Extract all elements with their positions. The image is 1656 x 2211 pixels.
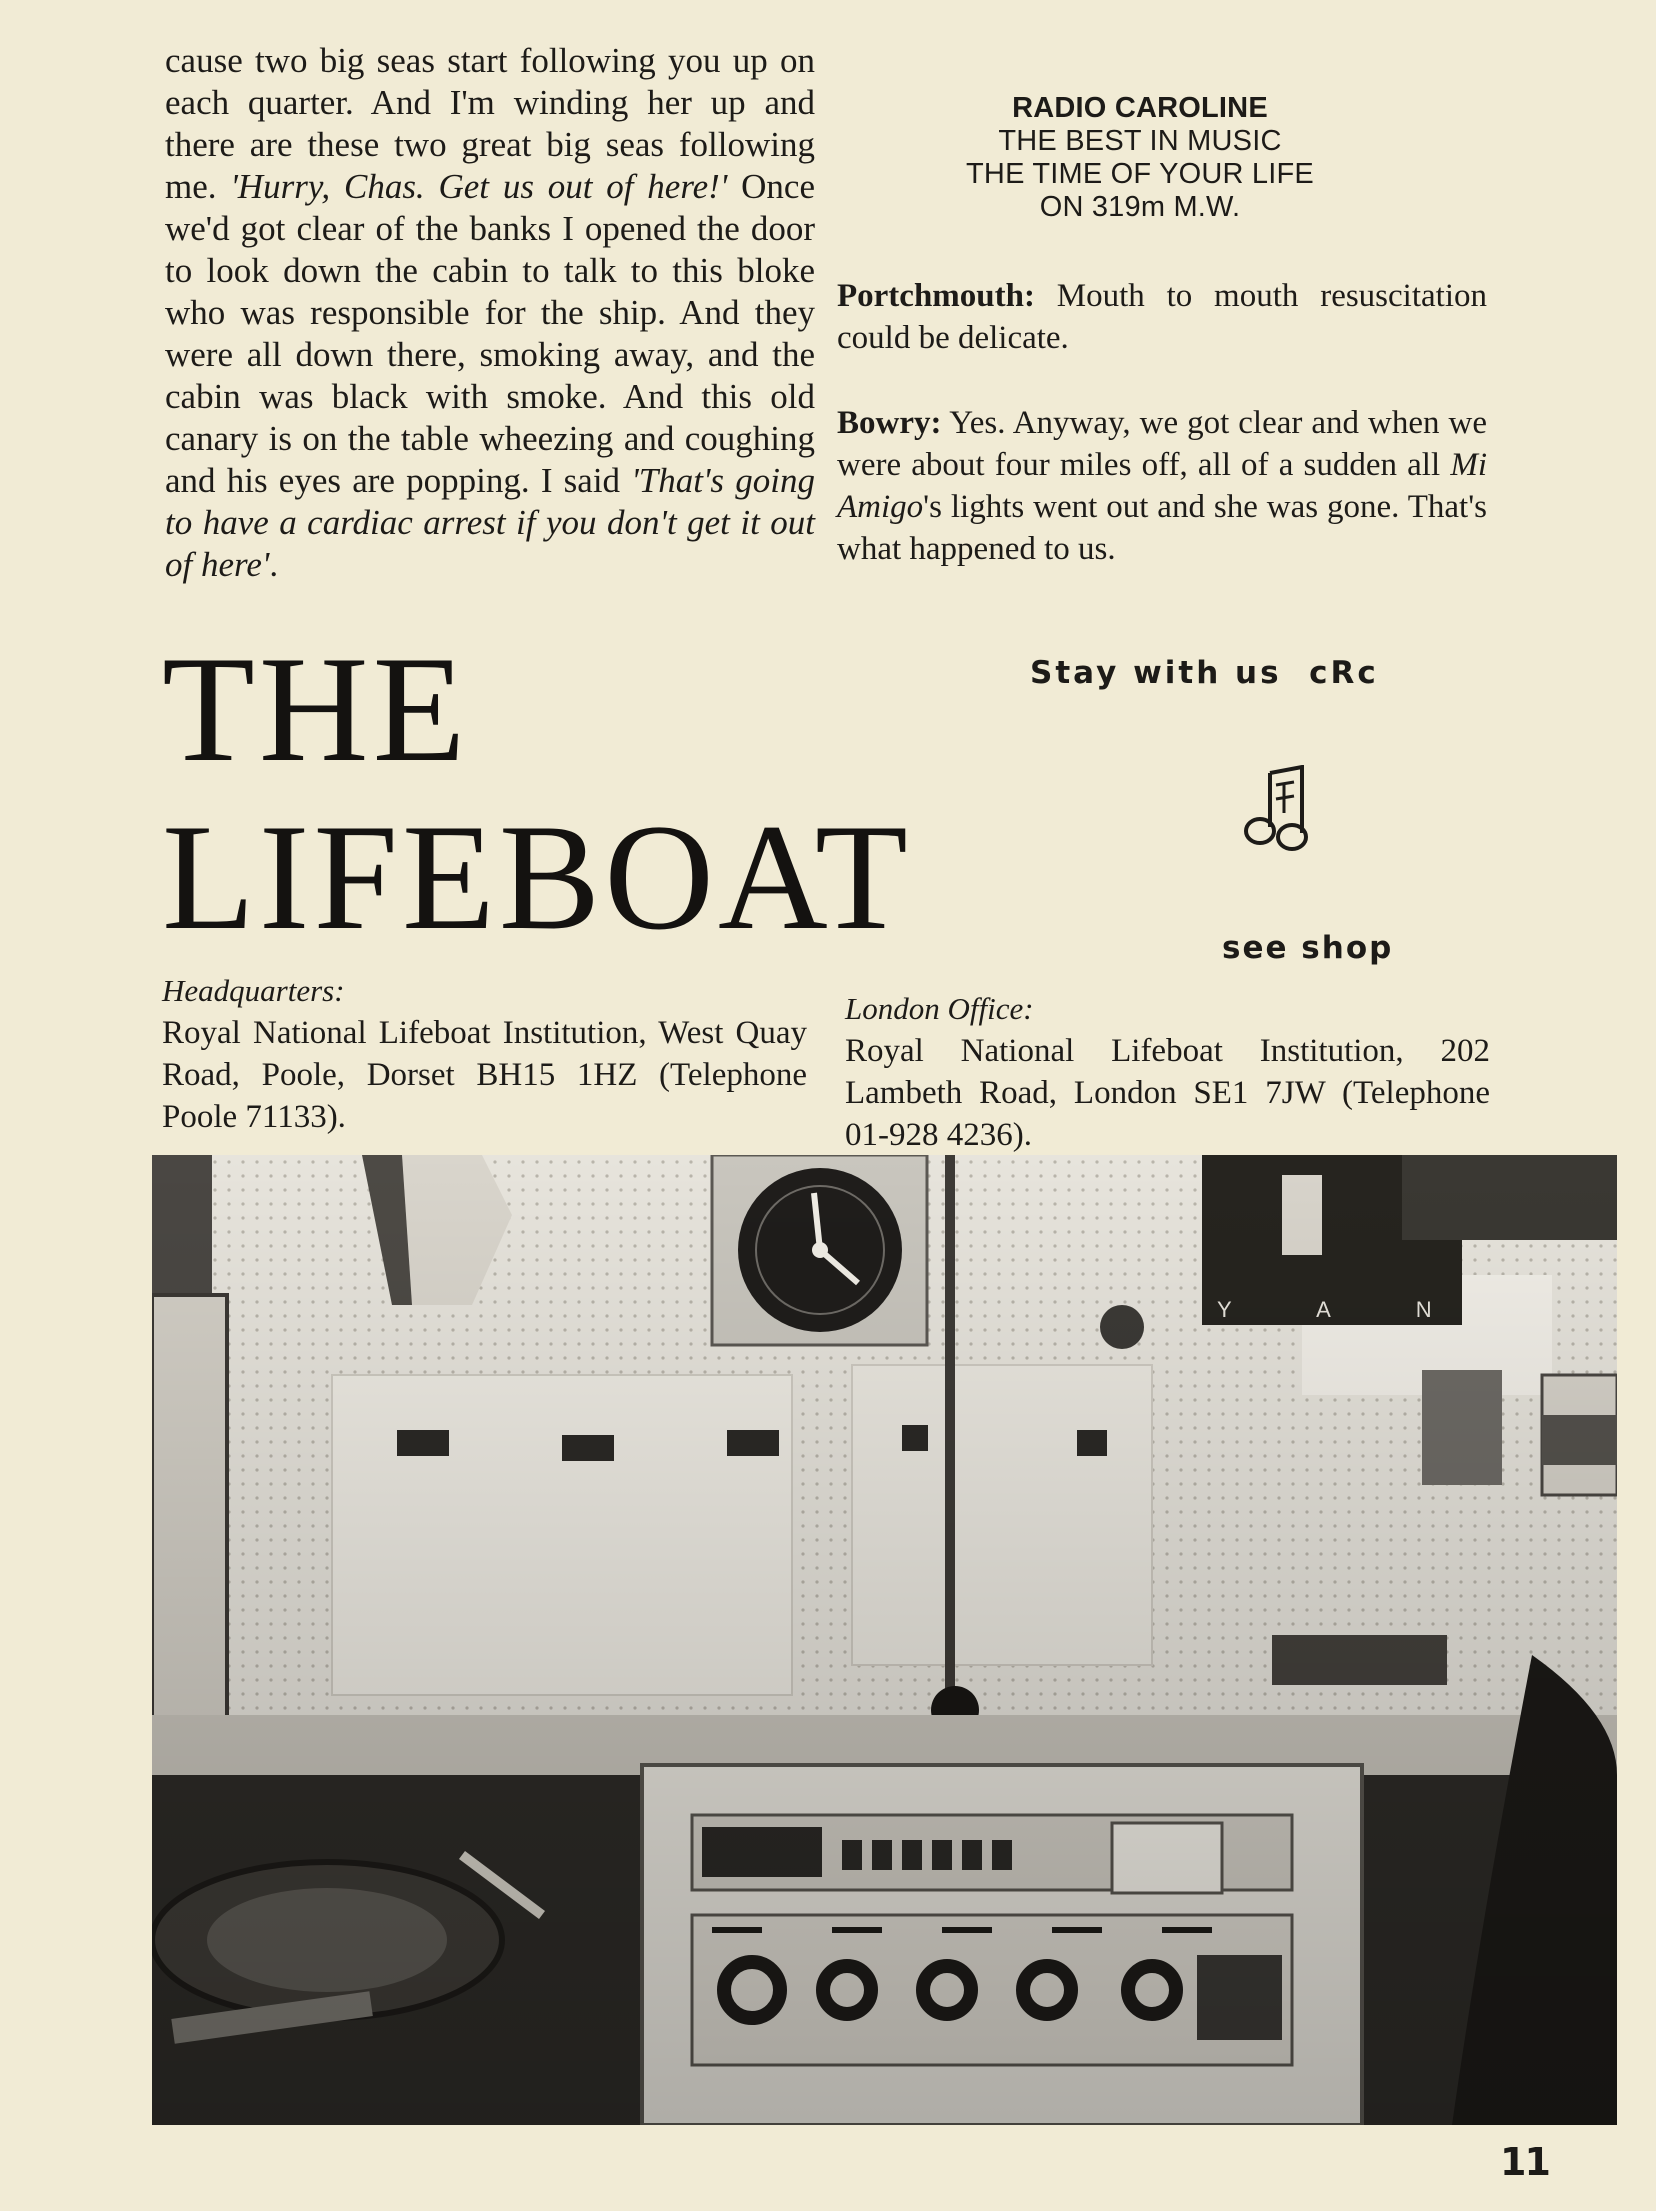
address-label: Headquarters:	[162, 973, 345, 1008]
interview-paragraph: cause two big seas start following you up on each quarter. And I'm winding her up and there are these two great big seas following me. 'Hurry, Chas. Get us out of here!' Once we'd got clear of the banks I opened the door to look down the cabin to talk to this bloke who was responsible for the ship. And they were all down there, smoking away, and the cabin was black with smoke. And this old canary is on the table wheezing and coughing and his eyes are popping. I said 'That's going to have a cardiac arrest if you don't get it out of here'.	[165, 41, 815, 584]
title-line-2: LIFEBOAT	[162, 793, 912, 961]
promo-station-name: RADIO CAROLINE	[1012, 92, 1268, 124]
promo-frequency: ON 319m M.W.	[1039, 191, 1241, 223]
headquarters-address	[162, 970, 807, 1138]
radio-caroline-promo	[920, 92, 1360, 224]
interview-text-column	[165, 40, 815, 586]
title-line-1: THE	[162, 625, 470, 793]
speaker-name: Bowry:	[837, 405, 942, 441]
address-label: London Office:	[845, 991, 1034, 1026]
dialogue-portchmouth	[837, 275, 1487, 359]
address-text: Royal National Lifeboat Institution, 202 Lambeth Road, London SE1 7JW (Telephone 01-928 4236).	[845, 1033, 1490, 1153]
dialogue-bowry: Bowry: Yes. Anyway, we got clear and when we were about four miles off, all of a sudden all Mi Amigo's lights went out and she was gone. That's what happened to us.	[837, 405, 1487, 567]
london-office-address	[845, 988, 1490, 1156]
ship-name: Mi Amigo	[837, 447, 1487, 525]
see-shop-text: see shop	[1222, 930, 1394, 966]
promo-slogan-1: THE BEST IN MUSIC	[998, 125, 1282, 157]
promo-slogan-2: THE TIME OF YOUR LIFE	[966, 158, 1314, 190]
address-text: Royal National Lifeboat Institution, West Quay Road, Poole, Dorset BH15 1HZ (Telephone Poole 71133).	[162, 1015, 807, 1135]
crc-music-note-logo	[1240, 765, 1310, 855]
stay-with-us-text: Stay with us cRc	[1030, 655, 1379, 691]
page-number: 11	[1500, 2140, 1549, 2184]
studio-photograph	[152, 1155, 1617, 2125]
speaker-line: Mouth to mouth resuscitation could be delicate.	[837, 278, 1487, 356]
page-title	[162, 625, 912, 961]
speaker-name: Portchmouth:	[837, 278, 1035, 314]
